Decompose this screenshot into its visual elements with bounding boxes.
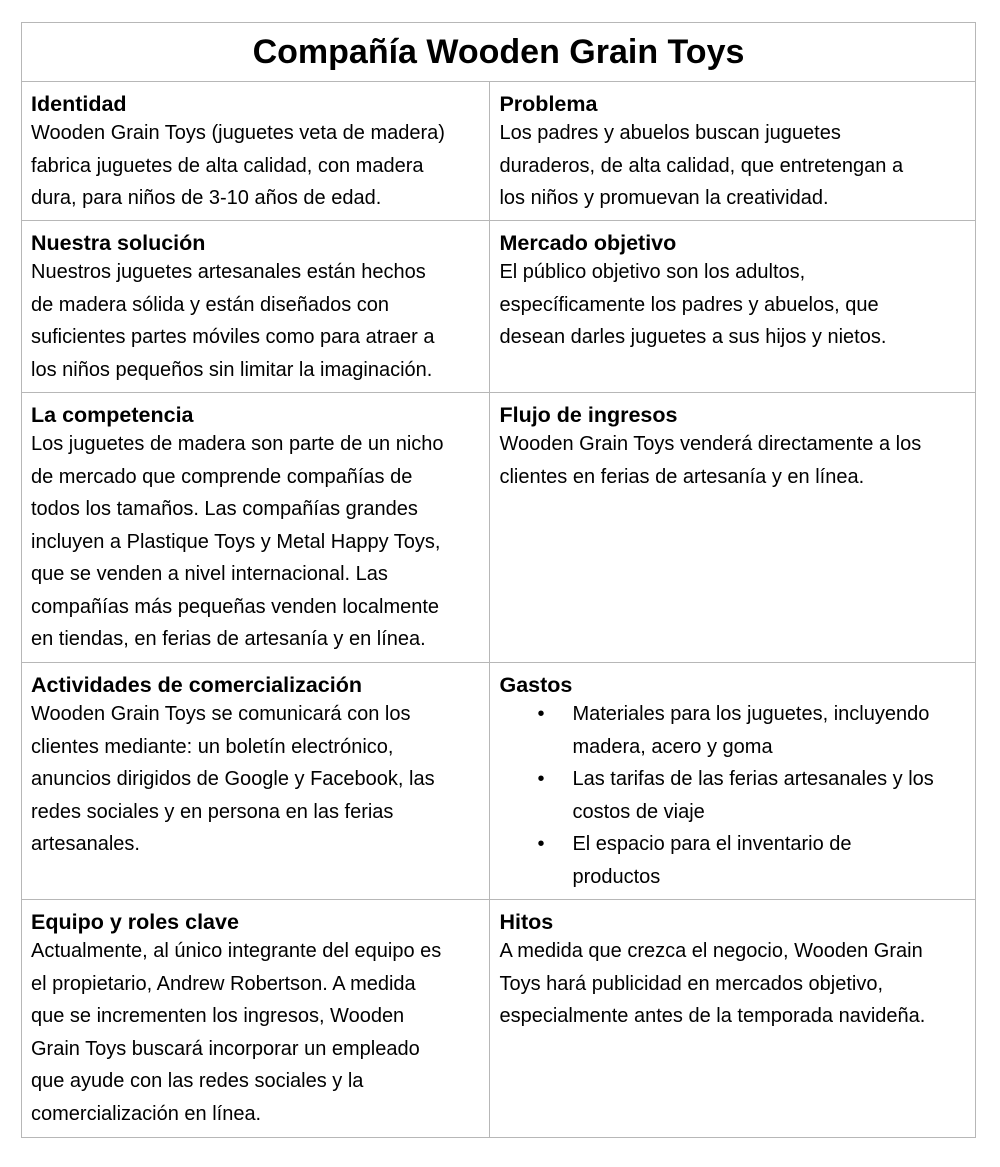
row-competencia-ingresos	[22, 393, 976, 663]
section-hitos	[490, 900, 975, 1033]
row-solucion-mercado	[22, 221, 976, 393]
section-text-line: de madera sólida y están diseñados con	[31, 293, 390, 316]
section-text-line: Wooden Grain Toys venderá directamente a los	[499, 433, 922, 455]
bullet-list	[499, 698, 975, 893]
section-text-line: que se incrementen los ingresos, Wooden	[31, 1005, 405, 1027]
row-identidad-problema	[22, 82, 976, 221]
section-text-line: clientes en ferias de artesanía y en línea.	[499, 465, 865, 488]
row-comercializacion-gastos	[22, 663, 976, 900]
cell-comercializacion	[22, 663, 490, 900]
cell-ingresos	[490, 393, 976, 663]
section-comercializacion	[22, 663, 489, 861]
section-text-line: comercialización en línea.	[31, 1102, 262, 1125]
cell-equipo	[22, 900, 490, 1138]
bullet-icon: •	[537, 768, 545, 790]
bullet-item	[499, 828, 975, 893]
section-text-line: dura, para niños de 3-10 años de edad.	[31, 187, 382, 209]
bullet-text-line: productos	[572, 865, 661, 888]
cell-competencia	[22, 393, 490, 663]
cell-identidad	[22, 82, 490, 221]
section-equipo	[22, 900, 489, 1130]
section-text-line: de mercado que comprende compañías de	[31, 465, 413, 488]
section-text-line: artesanales.	[31, 833, 140, 855]
section-heading: Equipo y roles clave	[31, 910, 239, 934]
section-text-line: Grain Toys buscará incorporar un empleado	[31, 1037, 420, 1060]
section-heading: Actividades de comercialización	[31, 673, 362, 697]
section-heading: Identidad	[31, 92, 127, 116]
section-heading: La competencia	[31, 403, 194, 427]
section-gastos	[490, 663, 975, 893]
section-text-line: anuncios dirigidos de Google y Facebook, las	[31, 768, 435, 790]
cell-gastos	[490, 663, 976, 900]
business-canvas-table	[21, 22, 976, 1138]
section-text-line: redes sociales y en persona en las ferias	[31, 800, 394, 823]
page-title: Compañía Wooden Grain Toys	[22, 23, 976, 82]
section-text-line: Nuestros juguetes artesanales están hechos	[31, 261, 426, 283]
bullet-text-line: madera, acero y goma	[572, 735, 773, 758]
section-solucion	[22, 221, 489, 386]
section-text-line: desean darles juguetes a sus hijos y nietos.	[499, 326, 887, 348]
bullet-text-line: Las tarifas de las ferias artesanales y los	[572, 768, 934, 790]
section-heading: Problema	[499, 92, 598, 116]
section-text-line: clientes mediante: un boletín electrónico,	[31, 735, 394, 758]
section-text-line: duraderos, de alta calidad, que entretengan a	[499, 154, 904, 177]
section-text-line: incluyen a Plastique Toys y Metal Happy Toys,	[31, 530, 441, 553]
section-text-line: El público objetivo son los adultos,	[499, 261, 806, 283]
section-text-line: el propietario, Andrew Robertson. A medida	[31, 972, 416, 995]
cell-solucion	[22, 221, 490, 393]
cell-problema	[490, 82, 976, 221]
bullet-text-line: costos de viaje	[572, 800, 705, 823]
section-text-line: Los juguetes de madera son parte de un nicho	[31, 433, 444, 455]
bullet-item	[499, 763, 975, 828]
section-heading: Mercado objetivo	[499, 231, 677, 255]
bullet-text-line: El espacio para el inventario de	[572, 833, 852, 855]
section-text-line: los niños y promuevan la creatividad.	[499, 187, 829, 209]
section-heading: Nuestra solución	[31, 231, 206, 255]
section-text-line: compañías más pequeñas venden localmente	[31, 595, 440, 618]
section-text-line: Wooden Grain Toys (juguetes veta de madera)	[31, 122, 445, 144]
cell-mercado	[490, 221, 976, 393]
section-text-line: Toys hará publicidad en mercados objetivo,	[499, 972, 884, 995]
bullet-item	[499, 698, 975, 763]
section-text-line: que se venden a nivel internacional. Las	[31, 563, 388, 585]
section-ingresos	[490, 393, 975, 493]
section-text-line: todos los tamaños. Las compañías grandes	[31, 498, 418, 520]
section-text-line: que ayude con las redes sociales y la	[31, 1070, 364, 1092]
section-problema	[490, 82, 975, 215]
section-identidad	[22, 82, 489, 215]
cell-hitos	[490, 900, 976, 1138]
section-mercado	[490, 221, 975, 354]
section-text-line: Actualmente, al único integrante del equipo es	[31, 940, 442, 962]
section-text-line: fabrica juguetes de alta calidad, con madera	[31, 154, 424, 177]
section-text-line: Los padres y abuelos buscan juguetes	[499, 122, 841, 144]
section-text-line: Wooden Grain Toys se comunicará con los	[31, 703, 411, 725]
section-text-line: los niños pequeños sin limitar la imaginación.	[31, 358, 433, 381]
section-heading: Flujo de ingresos	[499, 403, 678, 427]
bullet-text-line: Materiales para los juguetes, incluyendo	[572, 703, 930, 725]
section-competencia	[22, 393, 489, 656]
section-text-line: específicamente los padres y abuelos, que	[499, 293, 879, 316]
section-text-line: suficientes partes móviles como para atraer a	[31, 326, 435, 348]
section-heading: Hitos	[499, 910, 554, 934]
section-text-line: en tiendas, en ferias de artesanía y en línea.	[31, 628, 426, 650]
row-equipo-hitos	[22, 900, 976, 1138]
bullet-icon: •	[537, 703, 545, 725]
section-heading: Gastos	[499, 673, 573, 697]
title-row	[22, 23, 976, 82]
section-text-line: A medida que crezca el negocio, Wooden Grain	[499, 940, 923, 962]
bullet-icon: •	[537, 833, 545, 855]
section-text-line: especialmente antes de la temporada navideña.	[499, 1005, 926, 1027]
